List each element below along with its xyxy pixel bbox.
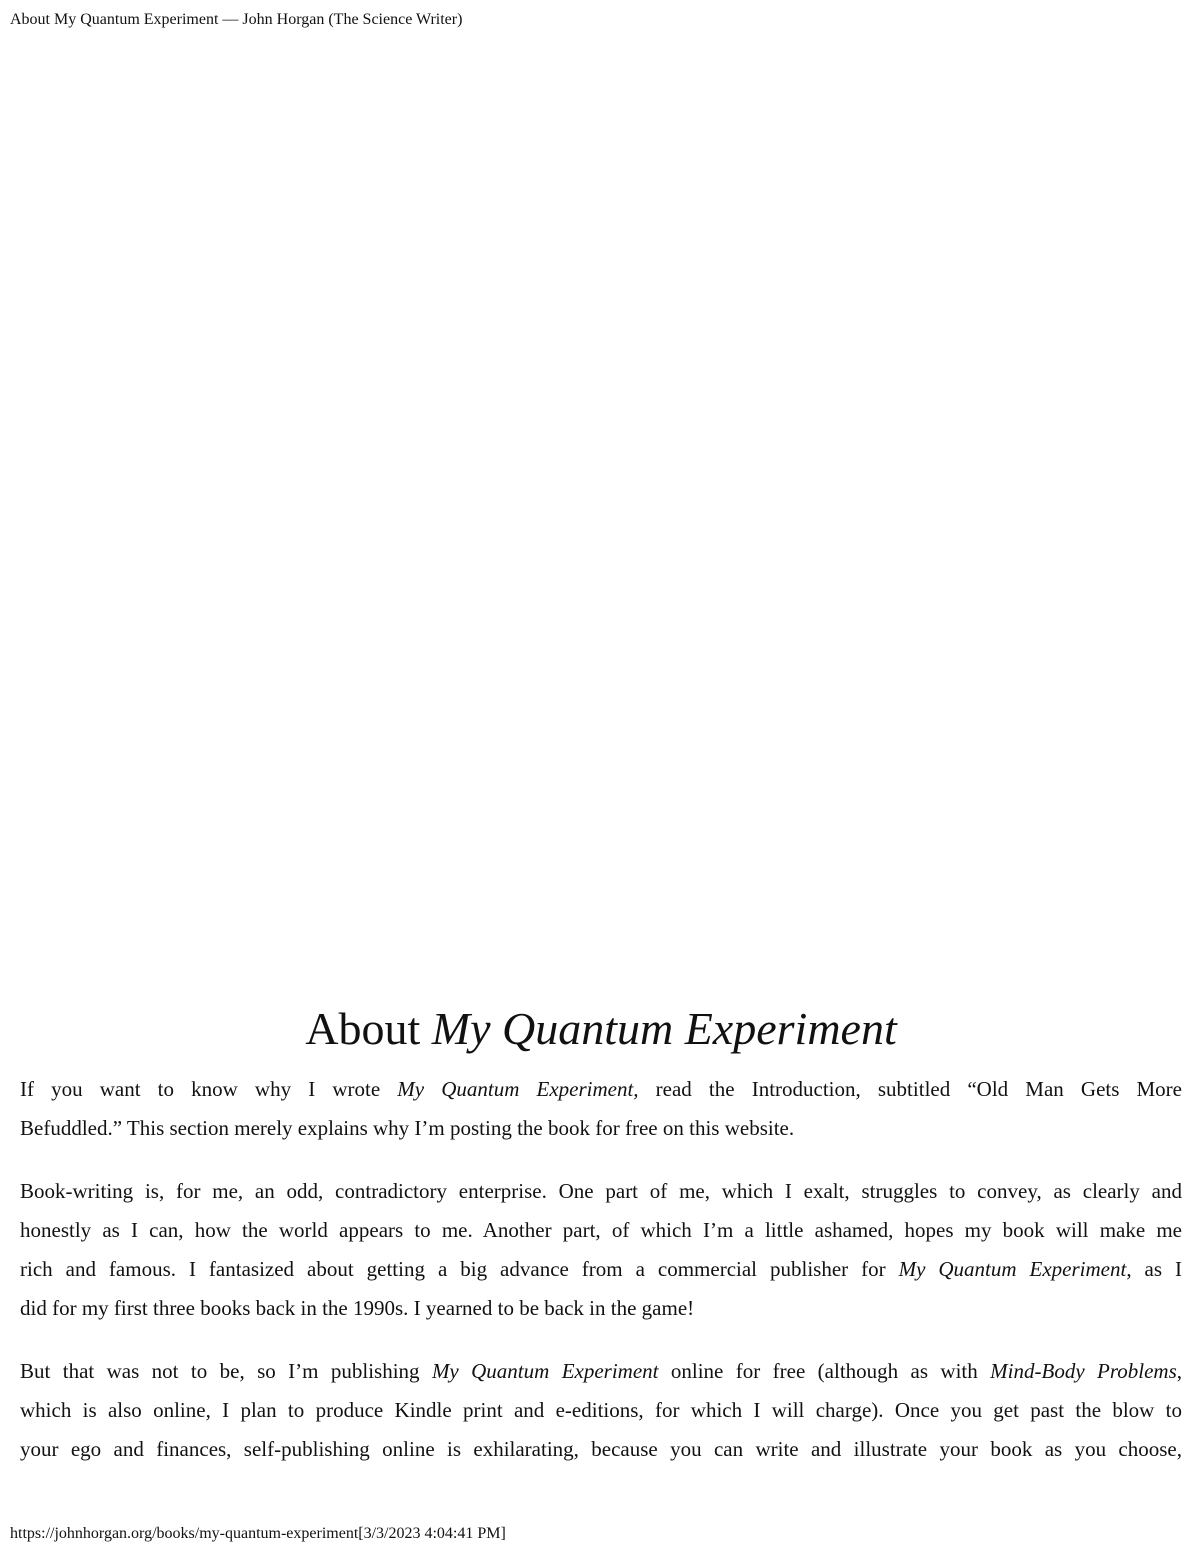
paragraph-line — [20, 1250, 1182, 1289]
paragraph-line — [20, 1109, 1182, 1148]
text-run: online for free (although as with — [658, 1359, 991, 1383]
book-title-italic: My Quantum Experiment, — [397, 1077, 639, 1101]
paragraph-1 — [20, 1070, 1182, 1148]
paragraph-line — [20, 1211, 1182, 1250]
print-footer-url: https://johnhorgan.org/books/my-quantum-experiment[3/3/2023 4:04:41 PM] — [10, 1525, 506, 1542]
text-run: did for my first three books back in the 1990s. I yearned to be back in the game! — [20, 1296, 695, 1320]
paragraph-line — [20, 1430, 1182, 1469]
text-run: read the Introduction, subtitled “Old Man Gets More — [638, 1077, 1183, 1101]
text-run: If you want to know why I wrote — [20, 1077, 398, 1101]
title-prefix: About — [305, 1003, 432, 1054]
paragraph-line — [20, 1070, 1182, 1109]
article — [20, 998, 1182, 1493]
text-run: Book-writing is, for me, an odd, contradictory enterprise. One part of me, which I exalt, struggles to convey, as clearly and — [20, 1179, 1182, 1203]
text-run: Befuddled.” This section merely explains why I’m posting the book for free on this website. — [20, 1116, 795, 1140]
paragraph-line — [20, 1352, 1182, 1391]
paragraph-3 — [20, 1352, 1182, 1469]
paragraph-2 — [20, 1172, 1182, 1328]
text-run: , — [1176, 1359, 1182, 1383]
text-run: your ego and finances, self-publishing online is exhilarating, because you can write and illustrate your book as you choose, — [20, 1437, 1182, 1461]
book-title-italic: Mind-Body Problems — [990, 1359, 1177, 1383]
title-book-name: My Quantum Experiment — [431, 1003, 897, 1054]
text-run: rich and famous. I fantasized about getting a big advance from a commercial publisher for — [20, 1257, 899, 1281]
text-run: , as I — [1126, 1257, 1182, 1281]
print-header: About My Quantum Experiment — John Horgan (The Science Writer) — [10, 11, 463, 28]
paragraph-line — [20, 1289, 1182, 1328]
page-title — [20, 998, 1182, 1060]
text-run: But that was not to be, so I’m publishing — [20, 1359, 432, 1383]
paragraph-line — [20, 1391, 1182, 1430]
book-title-italic: My Quantum Experiment — [431, 1359, 659, 1383]
text-run: honestly as I can, how the world appears to me. Another part, of which I’m a little ashamed, hopes my book will make me — [20, 1218, 1182, 1242]
paragraph-line — [20, 1172, 1182, 1211]
text-run: which is also online, I plan to produce Kindle print and e-editions, for which I will charge). Once you get past the blow to — [20, 1398, 1182, 1422]
book-title-italic: My Quantum Experiment — [898, 1257, 1127, 1281]
